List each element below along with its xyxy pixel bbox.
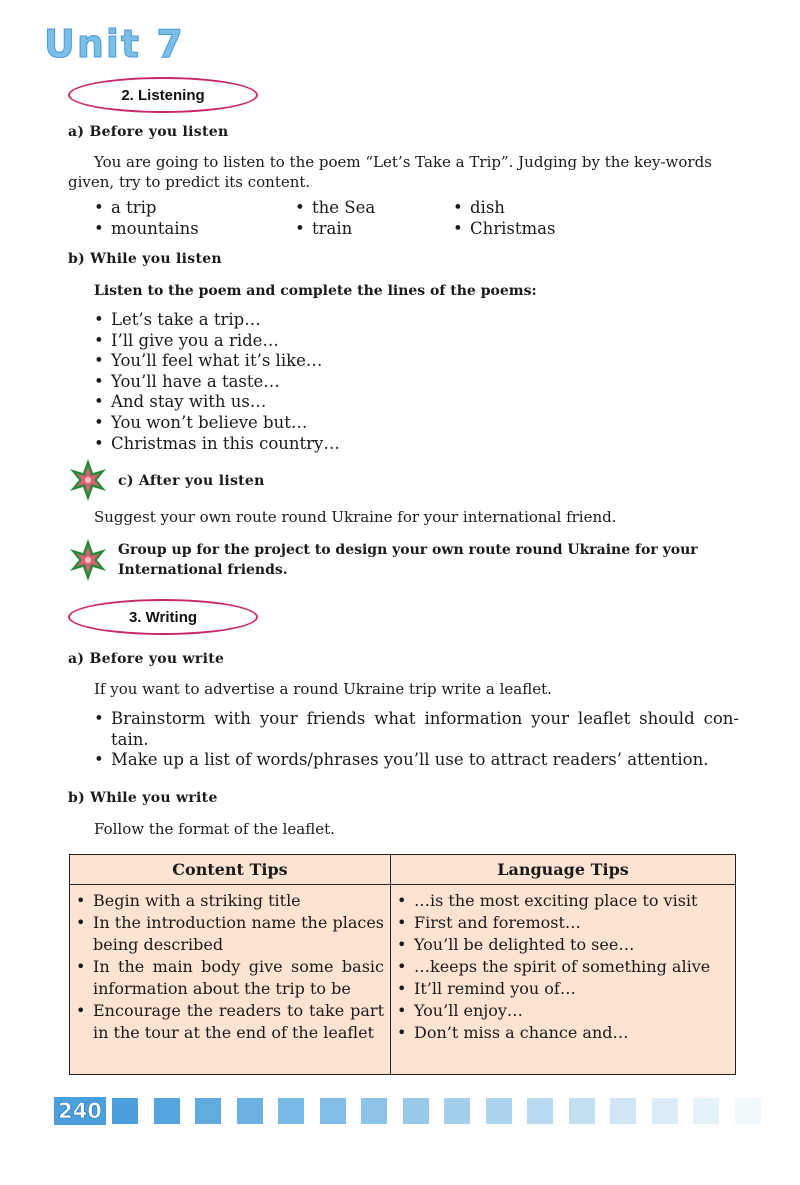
poem-line: • And stay with us… [94,392,494,413]
footer-square [278,1098,304,1124]
keyword-item: • mountains [94,219,284,240]
language-tip: • …is the most exciting place to visit [397,890,729,912]
poem-lines-list [94,310,494,454]
content-tip: • In the main body give some basic information about the trip to be [76,956,384,1000]
star-icon [68,538,108,582]
language-tip: • …keeps the spirit of something alive [397,956,729,978]
while-listen-heading: b) While you listen [68,251,222,267]
content-tips-cell [70,885,391,1075]
unit-title: Unit 7 [44,22,185,66]
before-write-text: If you want to advertise a round Ukraine trip write a leaflet. [94,680,552,698]
before-listen-text-line2: given, try to predict its content. [68,173,311,191]
language-tips-cell [391,885,736,1075]
language-tip: • Don’t miss a chance and… [397,1022,729,1044]
after-listen-text: Suggest your own route round Ukraine for your international friend. [94,508,617,526]
footer-square [610,1098,636,1124]
content-tip: • In the introduction name the places being described [76,912,384,956]
while-write-heading: b) While you write [68,790,218,806]
footer-square [361,1098,387,1124]
before-write-item: • Brainstorm with your friends what information your leaflet should con-tain. [94,709,739,750]
footer-square [652,1098,678,1124]
content-tip: • Encourage the readers to take part in the tour at the end of the leaflet [76,1000,384,1044]
footer-square [569,1098,595,1124]
poem-line: • Let’s take a trip… [94,310,494,331]
footer-square [237,1098,263,1124]
footer-square [195,1098,221,1124]
content-tips-list [76,890,384,1044]
page-number: 240 [54,1097,106,1125]
footer-square [527,1098,553,1124]
language-tips-list [397,890,729,1044]
poem-line: • You won’t believe but… [94,413,494,434]
content-tip: • Begin with a striking title [76,890,384,912]
keyword-item: • Christmas [453,219,613,240]
before-listen-heading: a) Before you listen [68,124,229,140]
poem-line: • You’ll have a taste… [94,372,494,393]
language-tip: • You’ll enjoy… [397,1000,729,1022]
keyword-item: • dish [453,198,613,219]
poem-line: • I’ll give you a ride… [94,331,494,352]
before-write-heading: a) Before you write [68,651,225,667]
before-write-item: • Make up a list of words/phrases you’ll use to attract readers’ attention. [94,750,739,771]
project-text-line1: Group up for the project to design your own route round Ukraine for your [118,542,698,558]
section-writing-title: 3. Writing [68,599,258,635]
poem-line: • You’ll feel what it’s like… [94,351,494,372]
content-tips-header: Content Tips [70,855,391,885]
footer-square [403,1098,429,1124]
star-icon [68,458,108,502]
while-write-text: Follow the format of the leaflet. [94,820,335,838]
keyword-item: • a trip [94,198,284,219]
footer-square [154,1098,180,1124]
language-tip: • First and foremost… [397,912,729,934]
poem-line: • Christmas in this country… [94,434,494,455]
leaflet-tips-table [69,854,736,1075]
language-tips-header: Language Tips [391,855,736,885]
while-listen-instruction: Listen to the poem and complete the lines of the poems: [94,283,537,299]
section-listening-title: 2. Listening [68,77,258,113]
keyword-item: • train [295,219,455,240]
keyword-item: • the Sea [295,198,455,219]
language-tip: • You’ll be delighted to see… [397,934,729,956]
footer-square [735,1098,761,1124]
before-write-list [94,709,739,771]
after-listen-heading: c) After you listen [118,473,265,489]
project-text-line2: International friends. [118,562,288,578]
footer-square [486,1098,512,1124]
footer-square [444,1098,470,1124]
before-listen-text-line1: You are going to listen to the poem “Let’s Take a Trip”. Judging by the key-words [94,153,712,171]
language-tip: • It’ll remind you of… [397,978,729,1000]
footer-square [693,1098,719,1124]
footer-square [112,1098,138,1124]
footer-square [320,1098,346,1124]
